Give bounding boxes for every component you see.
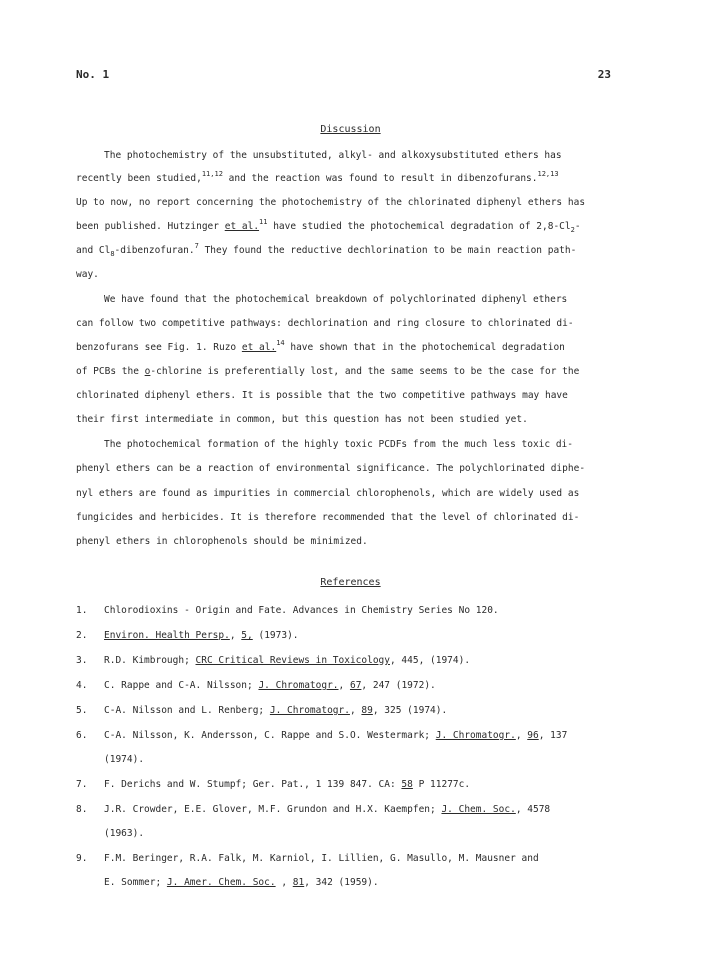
- reference-text-continued: E. Sommer; J. Amer. Chem. Soc. , 81, 342 (1959).: [104, 877, 379, 888]
- issue-number: No. 1: [76, 68, 110, 81]
- reference-number: 5.: [76, 705, 88, 716]
- reference-text-continued: (1963).: [104, 828, 145, 839]
- text-line: benzofurans see Fig. 1. Ruzo et al.$^{14}$ have shown that in the photochemical degradation: [76, 339, 565, 353]
- reference-number: 9.: [76, 853, 88, 864]
- reference-text: J.R. Crowder, E.E. Glover, M.F. Grundon and H.X. Kaempfen; J. Chem. Soc., 4578: [104, 804, 551, 815]
- citation: 11,12: [201, 170, 223, 178]
- text-line: We have found that the photochemical breakdown of polychlorinated diphenyl ethers: [104, 294, 568, 305]
- citation: 14: [276, 339, 285, 347]
- reference-number: 7.: [76, 779, 88, 790]
- citation: 12,13: [537, 170, 559, 178]
- references-heading: References: [320, 577, 381, 588]
- reference-text: Environ. Health Persp., 5, (1973).: [104, 630, 299, 641]
- reference-number: 8.: [76, 804, 88, 815]
- text-line: their first intermediate in common, but this question has not been studied yet.: [76, 414, 528, 425]
- reference-text-continued: (1974).: [104, 754, 145, 765]
- discussion-heading: Discussion: [320, 124, 381, 135]
- citation: 7: [194, 242, 199, 250]
- reference-number: 1.: [76, 605, 88, 616]
- reference-number: 6.: [76, 730, 88, 741]
- reference-text: C-A. Nilsson, K. Andersson, C. Rappe and S.O. Westermark; J. Chromatogr., 96, 137: [104, 730, 568, 741]
- reference-text: R.D. Kimbrough; CRC Critical Reviews in Toxicology, 445, (1974).: [104, 655, 471, 666]
- page-number: 23: [597, 68, 611, 81]
- text-line: fungicides and herbicides. It is therefore recommended that the level of chlorinated di-: [76, 512, 580, 523]
- reference-number: 2.: [76, 630, 88, 641]
- reference-text: F. Derichs and W. Stumpf; Ger. Pat., 1 139 847. CA: 58 P 11277c.: [104, 779, 471, 790]
- text-line: The photochemical formation of the highly toxic PCDFs from the much less toxic di-: [104, 439, 573, 450]
- reference-text: Chlorodioxins - Origin and Fate. Advances in Chemistry Series No 120.: [104, 605, 499, 616]
- text-line: and $Cl_8-dibenzofuran.^7$ They found the reductive dechlorination to be main reaction path-: [76, 242, 577, 258]
- text-line: way.: [76, 269, 99, 280]
- text-line: of PCBs the o-chlorine is preferentially lost, and the same seems to be the case for the: [76, 366, 580, 377]
- reference-text: C. Rappe and C-A. Nilsson; J. Chromatogr., 67, 247 (1972).: [104, 680, 436, 691]
- reference-number: 3.: [76, 655, 88, 666]
- reference-number: 4.: [76, 680, 88, 691]
- reference-text: C-A. Nilsson and L. Renberg; J. Chromatogr., 89, 325 (1974).: [104, 705, 448, 716]
- text-line: recently been studied,$^{11,12}$ and the reaction was found to result in dibenzofurans.$^{12,13}$: [76, 170, 559, 184]
- text-line: chlorinated diphenyl ethers. It is possible that the two competitive pathways may have: [76, 390, 568, 401]
- text-line: been published. Hutzinger et al.$^{11}$ have studied the photochemical degradation of $2,8-Cl_2-$: [76, 218, 581, 234]
- text-line: nyl ethers are found as impurities in commercial chlorophenols, which are widely used as: [76, 488, 580, 499]
- text-line: The photochemistry of the unsubstituted, alkyl- and alkoxysubstituted ethers has: [104, 150, 562, 161]
- reference-text: F.M. Beringer, R.A. Falk, M. Karniol, I. Lillien, G. Masullo, M. Mausner and: [104, 853, 539, 864]
- text-line: Up to now, no report concerning the photochemistry of the chlorinated diphenyl ethers has: [76, 197, 586, 208]
- text-line: can follow two competitive pathways: dechlorination and ring closure to chlorinated di-: [76, 318, 574, 329]
- text-line: phenyl ethers in chlorophenols should be minimized.: [76, 536, 368, 547]
- text-line: phenyl ethers can be a reaction of environmental significance. The polychlorinated diphe-: [76, 463, 586, 474]
- citation: 11: [259, 218, 268, 226]
